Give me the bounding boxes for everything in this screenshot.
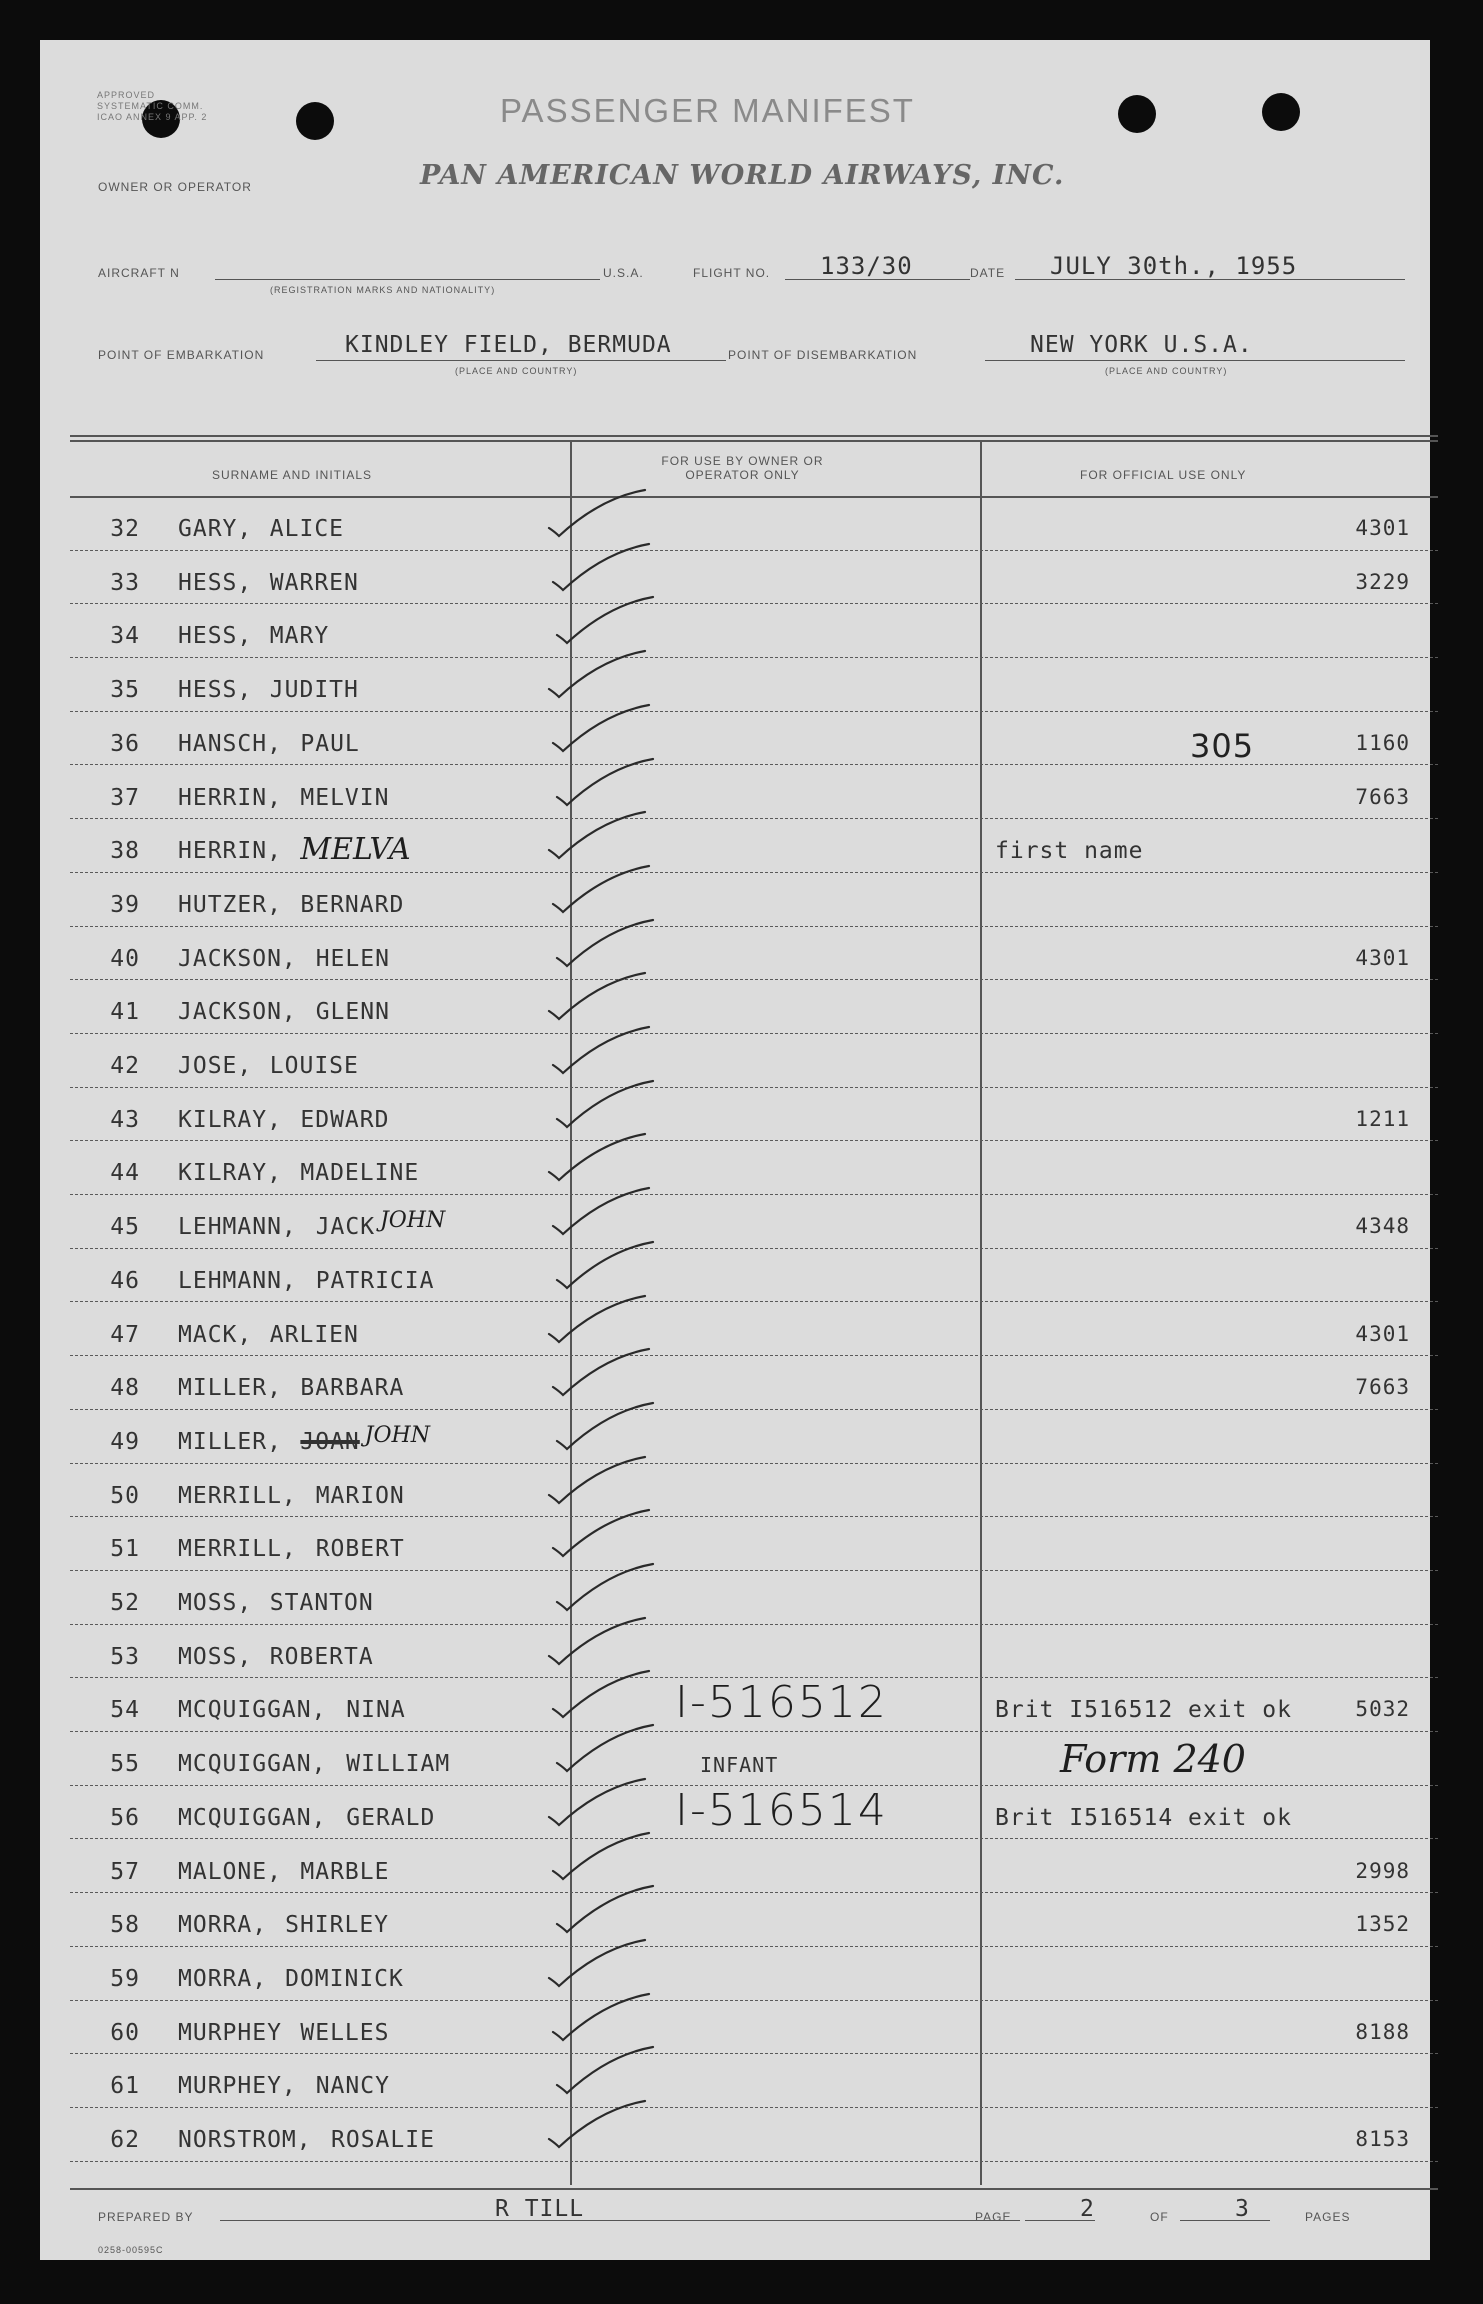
handwritten-given-name: JOHN: [364, 1422, 430, 1448]
check-mark-icon: [545, 1290, 655, 1350]
check-mark-icon: [549, 1182, 659, 1242]
official-note: Brit I516514 exit ok: [995, 1804, 1292, 1831]
official-code: 4301: [1355, 1321, 1410, 1346]
passenger-given-name: NANCY: [315, 2073, 390, 2100]
table-row: [40, 1361, 1430, 1415]
table-row: [40, 1200, 1430, 1254]
form-code: 0258-00595C: [98, 2245, 164, 2255]
check-mark-icon: [553, 1558, 663, 1618]
pages-label: PAGES: [1305, 2210, 1351, 2224]
passenger-given-name: ARLIEN: [269, 1321, 359, 1348]
table-row: [40, 1254, 1430, 1308]
passenger-given-name: GLENN: [315, 999, 390, 1026]
embark-line: [316, 360, 726, 361]
passenger-surname: MILLER,: [178, 1375, 282, 1402]
table-row: [40, 878, 1430, 932]
passenger-surname: LEHMANN,: [178, 1214, 297, 1241]
table-row: [40, 1308, 1430, 1362]
table-row: [40, 1784, 1430, 1845]
passenger-surname: HUTZER,: [178, 891, 282, 918]
date-label: DATE: [970, 266, 1006, 280]
row-rule: [70, 1409, 1438, 1410]
table-row: [40, 1845, 1430, 1899]
table-row: [40, 1469, 1430, 1523]
passenger-given-name: SHIRLEY: [285, 1912, 390, 1939]
row-number: 51: [110, 1536, 140, 1563]
row-number: 45: [110, 1214, 140, 1241]
passenger-given-name: GERALD: [346, 1804, 436, 1831]
row-number: 48: [110, 1375, 140, 1402]
check-mark-icon: [549, 860, 659, 920]
disembark-label: POINT OF DISEMBARKATION: [728, 348, 918, 362]
passenger-surname: GARY,: [178, 516, 253, 542]
row-rule: [70, 1033, 1438, 1034]
row-number: 42: [110, 1053, 140, 1079]
official-code: 3229: [1355, 569, 1410, 594]
row-rule: [70, 1463, 1438, 1464]
passenger-given-name: MARION: [315, 1482, 405, 1509]
row-rule: [70, 2000, 1438, 2001]
official-code: 1211: [1355, 1106, 1410, 1131]
check-mark-icon: [553, 1719, 663, 1779]
table-row: [40, 1522, 1430, 1576]
row-rule: [70, 926, 1438, 927]
aircraft-sublabel: (REGISTRATION MARKS AND NATIONALITY): [270, 285, 496, 295]
official-code: 8188: [1355, 2019, 1410, 2044]
table-row: [40, 717, 1430, 771]
passenger-surname: NORSTROM,: [178, 2127, 312, 2153]
passenger-given-name: BARBARA: [300, 1375, 405, 1402]
check-mark-icon: [553, 1397, 663, 1457]
row-rule: [70, 1624, 1438, 1625]
official-note: Brit I516512 exit ok: [995, 1697, 1292, 1724]
page-value: 2: [1080, 2196, 1095, 2222]
header-divider: [70, 496, 1438, 498]
row-number: 37: [110, 784, 140, 811]
row-rule: [70, 1087, 1438, 1088]
table-bottom-rule: [70, 2188, 1438, 2190]
check-mark-icon: [545, 484, 655, 544]
row-number: 32: [110, 516, 140, 542]
passenger-surname: MORRA,: [178, 1912, 268, 1939]
disembark-sublabel: (PLACE AND COUNTRY): [1105, 366, 1228, 376]
check-mark-icon: [545, 806, 655, 866]
check-mark-icon: [545, 1773, 655, 1833]
passenger-surname: MURPHEY: [178, 2019, 282, 2046]
passenger-surname: HESS,: [178, 623, 253, 650]
table-row: [40, 985, 1430, 1039]
passenger-given-name: BERNARD: [300, 891, 405, 918]
table-row: [40, 1039, 1430, 1093]
row-rule: [70, 1248, 1438, 1249]
embark-sublabel: (PLACE AND COUNTRY): [455, 366, 578, 376]
aircraft-line: [215, 279, 600, 280]
table-row: [40, 932, 1430, 986]
official-code: 4301: [1355, 945, 1410, 970]
table-row: [40, 824, 1430, 878]
row-rule: [70, 1301, 1438, 1302]
embark-value: KINDLEY FIELD, BERMUDA: [345, 332, 672, 358]
official-note: 305: [1190, 726, 1255, 765]
official-code: 5032: [1355, 1697, 1410, 1722]
col-header-surname: SURNAME AND INITIALS: [212, 468, 373, 482]
owner-label: OWNER OR OPERATOR: [98, 180, 252, 194]
col-header-owner: FOR USE BY OWNER OR OPERATOR ONLY: [661, 454, 824, 482]
passenger-surname: MOSS,: [178, 1643, 253, 1670]
punch-hole-2: [296, 102, 334, 140]
aircraft-label: AIRCRAFT N: [98, 266, 180, 280]
row-number: 52: [110, 1590, 140, 1616]
row-rule: [70, 657, 1438, 658]
passenger-surname: JACKSON,: [178, 945, 297, 972]
row-number: 43: [110, 1106, 140, 1133]
check-mark-icon: [545, 645, 655, 705]
passenger-given-name: ALICE: [269, 516, 345, 542]
usa-label: U.S.A.: [603, 266, 644, 280]
row-rule: [70, 711, 1438, 712]
row-rule: [70, 818, 1438, 819]
passenger-given-name: NINA: [346, 1697, 406, 1724]
passenger-given-name: MARBLE: [300, 1858, 390, 1885]
passenger-surname: JACKSON,: [178, 999, 297, 1026]
official-code: 1160: [1355, 730, 1410, 755]
passenger-surname: MACK,: [178, 1321, 253, 1348]
check-mark-icon: [549, 1021, 659, 1081]
row-rule: [70, 1570, 1438, 1571]
row-number: 61: [110, 2073, 140, 2100]
check-mark-icon: [545, 2095, 655, 2155]
check-mark-icon: [553, 1880, 663, 1940]
passenger-surname: MCQUIGGAN,: [178, 1804, 327, 1831]
row-number: 59: [110, 1965, 140, 1992]
passenger-surname: HANSCH,: [178, 730, 282, 757]
punch-hole-3: [1118, 95, 1156, 133]
passenger-given-name: JUDITH: [269, 677, 359, 704]
passenger-surname: MORRA,: [178, 1965, 268, 1992]
check-mark-icon: [549, 538, 659, 598]
of-label: OF: [1150, 2210, 1169, 2224]
row-number: 50: [110, 1482, 140, 1509]
row-number: 58: [110, 1912, 140, 1939]
owner-note: INFANT: [700, 1753, 779, 1778]
passenger-given-name: STANTON: [269, 1590, 374, 1616]
row-rule: [70, 2053, 1438, 2054]
row-rule: [70, 872, 1438, 873]
row-rule: [70, 1892, 1438, 1893]
passenger-given-name: HELEN: [315, 945, 390, 972]
row-number: 56: [110, 1804, 140, 1831]
passenger-given-name: MARY: [269, 623, 330, 650]
table-row: [40, 609, 1430, 663]
check-mark-icon: [549, 1504, 659, 1564]
disembark-value: NEW YORK U.S.A.: [1030, 332, 1253, 358]
passenger-given-name: DOMINICK: [285, 1965, 404, 1992]
row-number: 39: [110, 891, 140, 918]
approval-stamp: APPROVED SYSTEMATIC COMM. ICAO ANNEX 9 APP. 2: [97, 90, 208, 122]
passenger-given-name: WARREN: [269, 569, 359, 596]
check-mark-icon: [545, 1128, 655, 1188]
official-note: Form 240: [1060, 1737, 1246, 1782]
table-row: [40, 1677, 1430, 1737]
prepared-value: R TILL: [495, 2196, 585, 2222]
passenger-surname: HESS,: [178, 677, 253, 704]
check-mark-icon: [545, 1934, 655, 1994]
flight-label: FLIGHT NO.: [693, 266, 771, 280]
passenger-given-name: ROBERTA: [269, 1643, 374, 1670]
table-row: [40, 502, 1430, 556]
row-rule: [70, 1838, 1438, 1839]
table-row: [40, 663, 1430, 717]
embark-label: POINT OF EMBARKATION: [98, 348, 265, 362]
passenger-surname: MILLER,: [178, 1428, 282, 1455]
official-code: 2998: [1355, 1858, 1410, 1883]
passenger-surname: LEHMANN,: [178, 1267, 297, 1294]
table-row: [40, 2059, 1430, 2113]
row-number: 33: [110, 569, 140, 596]
prepared-line: [220, 2220, 1020, 2221]
passenger-given-name: WILLIAM: [346, 1751, 451, 1778]
check-mark-icon: [545, 1451, 655, 1511]
check-mark-icon: [549, 1988, 659, 2048]
passenger-surname: KILRAY,: [178, 1106, 282, 1133]
check-mark-icon: [553, 591, 663, 651]
check-mark-icon: [553, 2041, 663, 2101]
passenger-given-name: JACK: [315, 1214, 376, 1241]
passenger-surname: HESS,: [178, 569, 253, 596]
row-rule: [70, 1140, 1438, 1141]
handwritten-given-name: MELVA: [300, 832, 411, 868]
check-mark-icon: [545, 967, 655, 1027]
row-rule: [70, 979, 1438, 980]
passenger-surname: MALONE,: [178, 1858, 282, 1885]
punch-hole-4: [1262, 93, 1300, 131]
prepared-label: PREPARED BY: [98, 2210, 194, 2224]
table-row: [40, 1146, 1430, 1200]
row-rule: [70, 1355, 1438, 1356]
row-number: 49: [110, 1428, 140, 1455]
table-row: [40, 2006, 1430, 2060]
row-number: 36: [110, 730, 140, 757]
row-number: 54: [110, 1697, 140, 1724]
table-row: [40, 771, 1430, 825]
of-line: [1180, 2220, 1270, 2221]
table-row: [40, 1737, 1430, 1791]
row-number: 38: [110, 838, 140, 865]
check-mark-icon: [553, 753, 663, 813]
check-mark-icon: [545, 1612, 655, 1672]
table-row: [40, 1630, 1430, 1684]
row-number: 55: [110, 1751, 140, 1778]
passenger-given-name: EDWARD: [300, 1106, 390, 1133]
row-number: 62: [110, 2127, 140, 2153]
passenger-given-name: JOAN: [300, 1428, 360, 1455]
row-number: 46: [110, 1267, 140, 1294]
row-number: 40: [110, 945, 140, 972]
row-rule: [70, 1731, 1438, 1732]
check-mark-icon: [549, 1827, 659, 1887]
official-code: 4301: [1355, 516, 1410, 540]
official-code: 1352: [1355, 1912, 1410, 1937]
row-number: 44: [110, 1160, 140, 1187]
passenger-surname: JOSE,: [178, 1053, 253, 1079]
official-code: 4348: [1355, 1214, 1410, 1239]
check-mark-icon: [553, 914, 663, 974]
table-row: [40, 1576, 1430, 1630]
table-row: [40, 556, 1430, 610]
table-row: [40, 1952, 1430, 2006]
passenger-given-name: ROSALIE: [331, 2127, 435, 2153]
table-top-rule: [70, 435, 1438, 442]
row-rule: [70, 1516, 1438, 1517]
manifest-sheet: [40, 40, 1430, 2260]
col-header-official: FOR OFFICIAL USE ONLY: [1080, 468, 1247, 482]
row-number: 60: [110, 2019, 140, 2046]
check-mark-icon: [553, 1236, 663, 1296]
owner-note: I-516512: [675, 1677, 888, 1729]
row-number: 57: [110, 1858, 140, 1885]
check-mark-icon: [553, 1075, 663, 1135]
official-code: 8153: [1355, 2127, 1410, 2151]
form-title: PASSENGER MANIFEST: [500, 92, 915, 129]
passenger-surname: HERRIN,: [178, 784, 282, 811]
table-row: [40, 1415, 1430, 1469]
row-number: 41: [110, 999, 140, 1026]
passenger-surname: MURPHEY,: [178, 2073, 297, 2100]
flight-value: 133/30: [820, 252, 913, 280]
passenger-given-name: PAUL: [300, 730, 360, 757]
passenger-given-name: PATRICIA: [315, 1267, 435, 1294]
passenger-surname: MERRILL,: [178, 1482, 297, 1509]
passenger-surname: MOSS,: [178, 1590, 253, 1616]
row-rule: [70, 550, 1438, 551]
row-number: 53: [110, 1643, 140, 1670]
of-value: 3: [1235, 2196, 1250, 2222]
passenger-surname: KILRAY,: [178, 1160, 282, 1187]
table-row: [40, 1898, 1430, 1952]
row-number: 47: [110, 1321, 140, 1348]
passenger-surname: MCQUIGGAN,: [178, 1751, 327, 1778]
owner-value: PAN AMERICAN WORLD AIRWAYS, INC.: [420, 160, 1065, 191]
passenger-given-name: ROBERT: [315, 1536, 405, 1563]
passenger-surname: MCQUIGGAN,: [178, 1697, 327, 1724]
date-value: JULY 30th., 1955: [1050, 252, 1298, 280]
table-row: [40, 2113, 1430, 2167]
row-rule: [70, 2161, 1438, 2162]
row-rule: [70, 1946, 1438, 1947]
passenger-given-name: LOUISE: [269, 1053, 359, 1079]
table-row: [40, 1093, 1430, 1147]
passenger-surname: HERRIN,: [178, 838, 282, 865]
handwritten-given-name: JOHN: [379, 1208, 446, 1234]
passenger-given-name: MELVIN: [300, 784, 390, 811]
row-number: 34: [110, 623, 140, 650]
page-label: PAGE: [975, 2210, 1012, 2224]
passenger-given-name: MADELINE: [300, 1160, 420, 1187]
official-code: 7663: [1355, 1375, 1410, 1400]
row-number: 35: [110, 677, 140, 704]
owner-note: I-516514: [675, 1784, 888, 1836]
row-rule: [70, 603, 1438, 604]
passenger-given-name: WELLES: [300, 2019, 390, 2046]
row-rule: [70, 1194, 1438, 1195]
check-mark-icon: [549, 699, 659, 759]
disembark-line: [985, 360, 1405, 361]
row-rule: [70, 2107, 1438, 2108]
check-mark-icon: [549, 1665, 659, 1725]
official-note: first name: [995, 838, 1144, 865]
passenger-surname: MERRILL,: [178, 1536, 297, 1563]
check-mark-icon: [549, 1343, 659, 1403]
official-code: 7663: [1355, 784, 1410, 809]
